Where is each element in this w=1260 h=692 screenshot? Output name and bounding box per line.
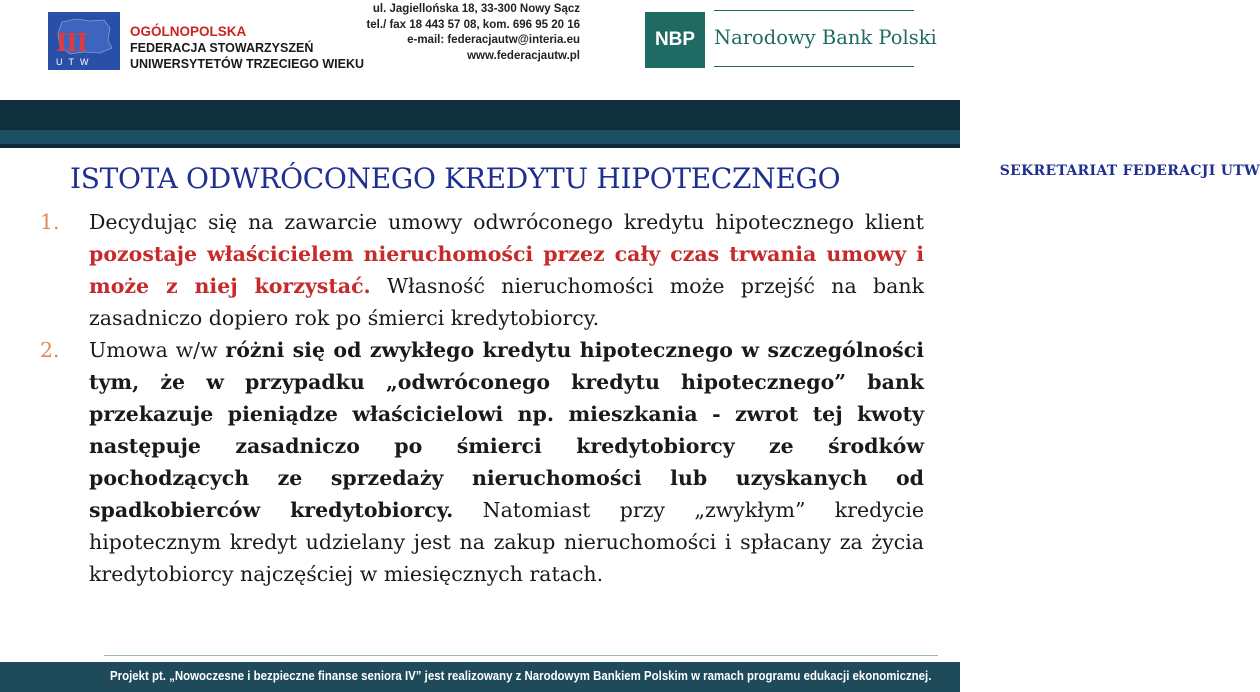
list-item-number: 2. — [40, 338, 60, 362]
nbp-rule-bottom — [714, 66, 914, 67]
federation-name-line3: UNIWERSYTETÓW TRZECIEGO WIEKU — [130, 57, 365, 71]
list-item — [40, 206, 924, 334]
secretariat-phone: tel./ fax 18 443 57 08, kom. 696 95 20 16 — [366, 18, 580, 31]
secretariat-website[interactable]: www.federacjautw.pl — [467, 49, 580, 62]
list-item-highlight: pozostaje właścicielem nieruchomości przez cały czas trwania umowy i może z niej korzystać. — [89, 242, 924, 298]
utw-logo — [48, 12, 120, 70]
list-item-text: Własność nieruchomości może przejść na bank zasadniczo dopiero rok po śmierci kredytobiorcy. — [89, 274, 924, 330]
list-item-text: Umowa w/w — [89, 338, 226, 362]
header-band — [0, 100, 960, 130]
federation-name-line2: FEDERACJA STOWARZYSZEŃ — [130, 41, 314, 55]
list-item — [40, 334, 924, 590]
footer-rule — [104, 655, 938, 656]
list-item-text: Natomiast przy „zwykłym” kredycie hipotecznym kredyt udzielany jest na zakup nieruchomości i spłacany za życia kredytobiorcy najczęściej w miesięcznych ratach. — [89, 498, 925, 586]
footer — [0, 662, 960, 692]
secretariat-title: SEKRETARIAT FEDERACJI UTW — [999, 163, 1260, 179]
slide-list — [40, 206, 924, 590]
list-item-text: Decydując się na zawarcie umowy odwróconego kredytu hipotecznego klient — [89, 210, 924, 234]
list-item-number: 1. — [40, 210, 60, 234]
header-band-divider — [0, 144, 960, 148]
slide-title: ISTOTA ODWRÓCONEGO KREDYTU HIPOTECZNEGO — [70, 162, 841, 195]
federation-name-line1: OGÓLNOPOLSKA — [130, 24, 247, 39]
nbp-name: Narodowy Bank Polski — [714, 26, 937, 49]
nbp-rule-top — [714, 10, 914, 11]
secretariat-email[interactable]: e-mail: federacjautw@interia.eu — [407, 34, 580, 46]
federation-name — [130, 24, 364, 72]
utw-logo-subtitle: UTW — [56, 57, 95, 67]
utw-logo-numeral: III — [56, 28, 87, 57]
footer-text: Projekt pt. „Nowoczesne i bezpieczne finanse seniora IV” jest realizowany z Narodowym Bankiem Polskim w ramach programu edukacji ekonomicznej. — [110, 668, 932, 683]
secretariat-address: ul. Jagiellońska 18, 33-300 Nowy Sącz — [372, 3, 580, 15]
list-item-emphasis: różni się od zwykłego kredytu hipotecznego w szczególności tym, że w przypadku „odwróconego kredytu hipotecznego” bank przekazuje pieniądze właścicielowi np. mieszkania - zwrot tej kwoty następuje zasadniczo po śmierci kredytobiorcy ze środków pochodzących ze sprzedaży nieruchomości lub uzyskanych od spadkobierców kredytobiorcy. — [89, 338, 924, 522]
nbp-logo: NBP — [645, 12, 705, 68]
header-band-secondary — [0, 130, 960, 144]
